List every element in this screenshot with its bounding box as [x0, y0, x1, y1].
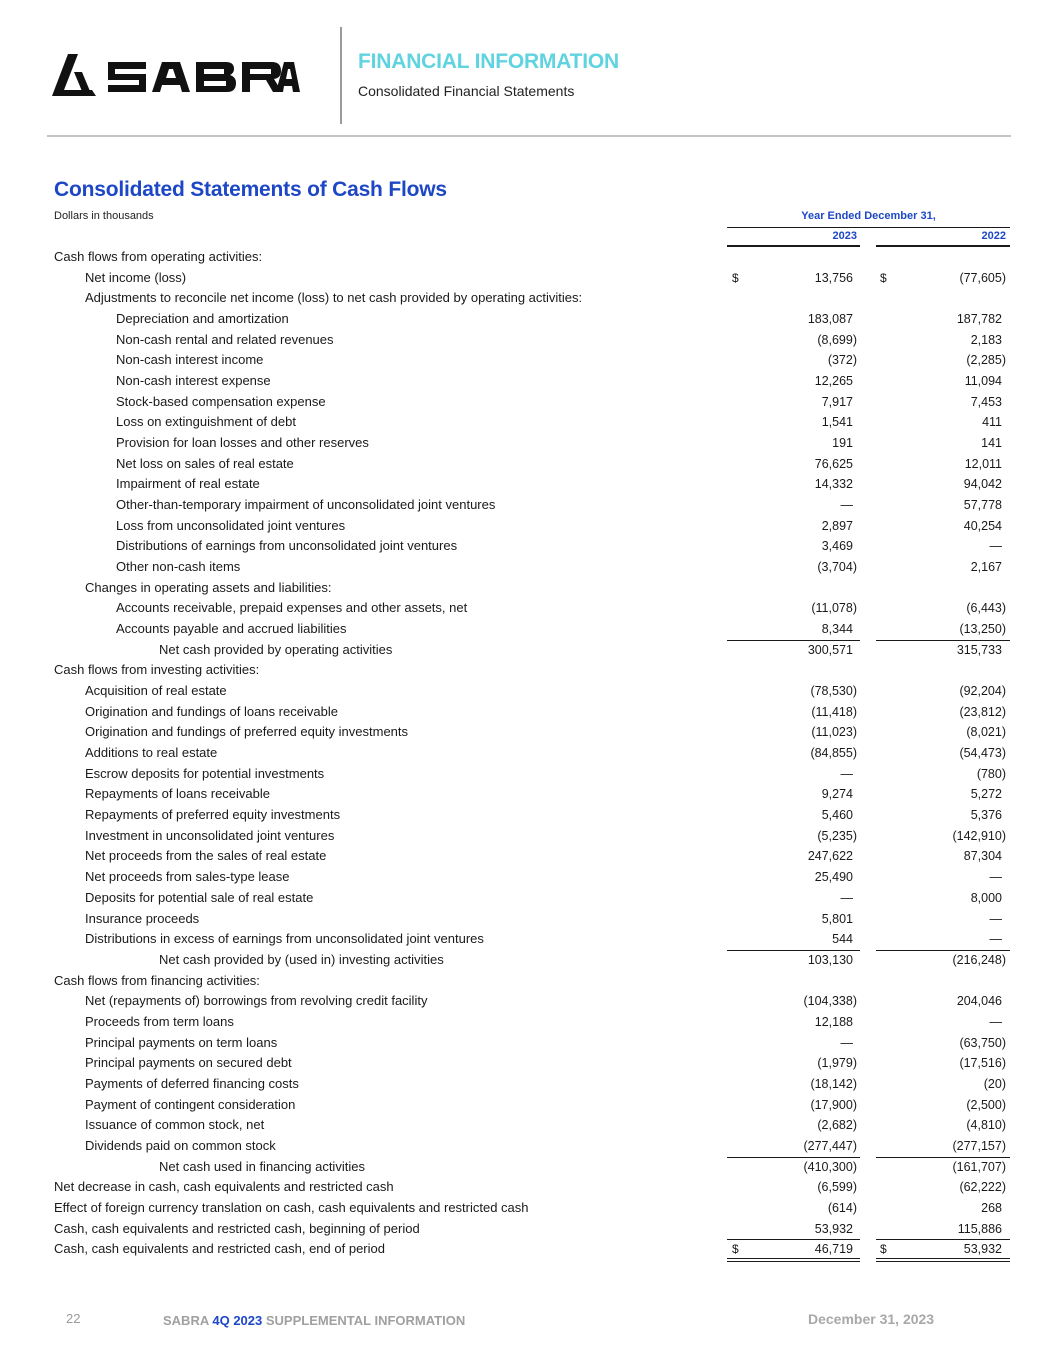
row-label: Net decrease in cash, cash equivalents and restricted cash — [54, 1179, 394, 1195]
value-2022: 141 — [981, 436, 1002, 451]
value-2023: 2,897 — [821, 518, 853, 533]
row-label: Accounts receivable, prepaid expenses and other assets, net — [116, 600, 468, 616]
row-label: Stock-based compensation expense — [116, 393, 326, 409]
value-2022: (54,473) — [959, 746, 1006, 761]
table-row — [0, 909, 1055, 930]
value-2023: 5,460 — [821, 808, 853, 823]
row-label: Depreciation and amortization — [116, 311, 289, 327]
value-2022: (77,605) — [959, 270, 1006, 285]
table-row — [0, 1157, 1055, 1178]
row-label: Other-than-temporary impairment of unconsolidated joint ventures — [116, 497, 496, 513]
units-note: Dollars in thousands — [54, 210, 154, 222]
value-2023: 3,469 — [821, 539, 853, 554]
sabra-logo — [52, 50, 302, 100]
row-label: Dividends paid on common stock — [85, 1137, 276, 1153]
table-row — [0, 929, 1055, 950]
row-label: Repayments of loans receivable — [85, 786, 270, 802]
row-label: Cash flows from financing activities: — [54, 972, 260, 988]
value-2022: 11,094 — [964, 374, 1002, 389]
row-label: Origination and fundings of preferred equity investments — [85, 724, 409, 740]
year-2023-header: 2023 — [832, 230, 857, 242]
table-row — [0, 495, 1055, 516]
table-row — [0, 1095, 1055, 1116]
value-2022: 94,042 — [963, 477, 1002, 492]
table-row — [0, 888, 1055, 909]
table-row — [0, 867, 1055, 888]
value-2023: — — [840, 498, 853, 513]
value-2023: (78,530) — [810, 684, 857, 699]
value-2022: 87,304 — [963, 849, 1002, 864]
value-2022: 411 — [982, 415, 1002, 430]
value-2022: (92,204) — [959, 684, 1006, 699]
value-2023: (6,599) — [817, 1180, 857, 1195]
value-2023: (614) — [827, 1200, 857, 1215]
table-row — [0, 784, 1055, 805]
value-2022: 5,272 — [970, 787, 1002, 802]
table-row — [0, 578, 1055, 599]
table-row — [0, 681, 1055, 702]
row-label: Non-cash interest expense — [116, 373, 271, 389]
value-2022: (216,248) — [952, 952, 1006, 967]
table-row — [0, 392, 1055, 413]
value-2023: (277,447) — [803, 1138, 857, 1153]
period-rule — [727, 227, 1010, 228]
value-2022: — — [989, 870, 1002, 885]
value-2022: 115,886 — [957, 1221, 1002, 1236]
footer-date: December 31, 2023 — [808, 1311, 935, 1327]
value-2023: 183,087 — [807, 312, 853, 327]
value-2022: (63,750) — [959, 1035, 1006, 1050]
value-2023: 7,917 — [821, 394, 853, 409]
table-row — [0, 474, 1055, 495]
header-divider — [340, 27, 342, 124]
row-label: Issuance of common stock, net — [85, 1117, 265, 1133]
header-rule — [47, 135, 1011, 137]
value-2023: 247,622 — [807, 849, 853, 864]
value-2023: — — [840, 890, 853, 905]
row-label: Repayments of preferred equity investments — [85, 807, 341, 823]
value-2022: 2,167 — [970, 560, 1002, 575]
value-2023: (5,235) — [817, 828, 857, 843]
value-2023: 12,265 — [814, 374, 853, 389]
value-2023: 53,932 — [814, 1221, 853, 1236]
currency-symbol: $ — [732, 1242, 739, 1257]
table-row — [0, 826, 1055, 847]
table-row — [0, 433, 1055, 454]
row-label: Net loss on sales of real estate — [116, 455, 294, 471]
value-2022: (277,157) — [952, 1138, 1006, 1153]
table-row — [0, 288, 1055, 309]
table-row — [0, 619, 1055, 640]
row-label: Deposits for potential sale of real estate — [85, 889, 314, 905]
row-label: Effect of foreign currency translation on cash, cash equivalents and restricted cash — [54, 1199, 529, 1215]
row-label: Accounts payable and accrued liabilities — [116, 621, 347, 637]
row-label: Net income (loss) — [85, 269, 187, 285]
table-row — [0, 1115, 1055, 1136]
row-label: Cash flows from investing activities: — [54, 662, 260, 678]
value-2022: (4,810) — [966, 1118, 1006, 1133]
row-label: Principal payments on secured debt — [85, 1055, 292, 1071]
row-label: Proceeds from term loans — [85, 1013, 234, 1029]
value-2022: (161,707) — [952, 1159, 1006, 1174]
value-2022: (20) — [983, 1076, 1006, 1091]
currency-symbol: $ — [880, 1242, 887, 1257]
value-2023: 1,541 — [821, 415, 853, 430]
value-2022: 12,011 — [964, 456, 1002, 471]
value-2023: 300,571 — [807, 642, 853, 657]
row-label: Additions to real estate — [85, 745, 218, 761]
row-label: Loss from unconsolidated joint ventures — [116, 517, 346, 533]
double-underline — [727, 1258, 860, 1262]
row-label: Provision for loan losses and other reserves — [116, 435, 369, 451]
value-2022: (2,500) — [966, 1097, 1006, 1112]
value-2023: 103,130 — [807, 952, 853, 967]
value-2022: 57,778 — [963, 498, 1002, 513]
value-2023: (11,078) — [811, 601, 857, 616]
value-2023: (11,418) — [811, 704, 857, 719]
cash-flow-table — [0, 247, 1055, 1260]
value-2023: 46,719 — [814, 1242, 853, 1257]
table-row — [0, 268, 1055, 289]
row-label: Non-cash interest income — [116, 352, 264, 368]
value-2022: 7,453 — [970, 394, 1002, 409]
row-label: Payments of deferred financing costs — [85, 1075, 299, 1091]
row-label: Escrow deposits for potential investments — [85, 765, 325, 781]
table-row — [0, 1198, 1055, 1219]
currency-symbol: $ — [880, 270, 887, 285]
value-2022: (13,250) — [959, 622, 1006, 637]
row-label: Acquisition of real estate — [85, 683, 227, 699]
table-row — [0, 350, 1055, 371]
row-label: Net proceeds from the sales of real estate — [85, 848, 327, 864]
row-label: Net cash used in financing activities — [159, 1158, 365, 1174]
value-2022: 5,376 — [970, 808, 1002, 823]
value-2022: 187,782 — [956, 312, 1002, 327]
table-row — [0, 598, 1055, 619]
value-2023: (8,699) — [817, 332, 857, 347]
table-row — [0, 1074, 1055, 1095]
value-2023: 544 — [832, 932, 853, 947]
value-2023: (410,300) — [803, 1159, 857, 1174]
table-row — [0, 950, 1055, 971]
table-row — [0, 247, 1055, 268]
value-2022: — — [989, 539, 1002, 554]
value-2023: 5,801 — [821, 911, 853, 926]
table-row — [0, 371, 1055, 392]
value-2022: 204,046 — [956, 994, 1002, 1009]
table-row — [0, 743, 1055, 764]
page-header — [0, 0, 1055, 140]
table-row — [0, 330, 1055, 351]
value-2022: 2,183 — [970, 332, 1002, 347]
value-2022: — — [989, 911, 1002, 926]
row-label: Payment of contingent consideration — [85, 1096, 296, 1112]
value-2022: (2,285) — [966, 353, 1006, 368]
row-label: Net cash provided by (used in) investing activities — [159, 951, 444, 967]
double-underline — [876, 1258, 1010, 1262]
row-label: Changes in operating assets and liabilities: — [85, 579, 332, 595]
value-2023: (17,900) — [810, 1097, 857, 1112]
table-row — [0, 1177, 1055, 1198]
table-row — [0, 971, 1055, 992]
row-label: Non-cash rental and related revenues — [116, 331, 334, 347]
value-2022: 40,254 — [963, 518, 1002, 533]
value-2023: 14,332 — [814, 477, 853, 492]
table-row — [0, 1239, 1055, 1260]
value-2023: 9,274 — [821, 787, 853, 802]
value-2023: (84,855) — [810, 746, 857, 761]
row-label: Origination and fundings of loans receivable — [85, 703, 338, 719]
value-2022: (6,443) — [966, 601, 1006, 616]
period-header: Year Ended December 31, — [801, 210, 936, 222]
footer-document-name — [163, 1313, 465, 1328]
table-row — [0, 640, 1055, 661]
value-2022: (23,812) — [959, 704, 1006, 719]
value-2023: (11,023) — [811, 725, 857, 740]
statement-title: Consolidated Statements of Cash Flows — [54, 178, 447, 201]
section-title: FINANCIAL INFORMATION — [358, 50, 619, 73]
table-row — [0, 805, 1055, 826]
value-2023: 25,490 — [814, 870, 853, 885]
table-row — [0, 722, 1055, 743]
value-2023: (104,338) — [803, 994, 857, 1009]
row-label: Net proceeds from sales-type lease — [85, 869, 290, 885]
table-row — [0, 1219, 1055, 1240]
row-label: Distributions of earnings from unconsolidated joint ventures — [116, 538, 458, 554]
table-row — [0, 1012, 1055, 1033]
row-label: Adjustments to reconcile net income (loss) to net cash provided by operating activities: — [85, 290, 583, 306]
value-2023: (372) — [827, 353, 857, 368]
page-number: 22 — [66, 1311, 81, 1326]
value-2023: 191 — [832, 436, 853, 451]
row-label: Impairment of real estate — [116, 476, 260, 492]
table-row — [0, 846, 1055, 867]
footer-quarter: 4Q 2023 — [212, 1313, 263, 1328]
table-row — [0, 764, 1055, 785]
table-row — [0, 660, 1055, 681]
table-row — [0, 309, 1055, 330]
row-label: Other non-cash items — [116, 559, 241, 575]
sabra-logo-mark — [52, 50, 302, 100]
row-label: Cash, cash equivalents and restricted cash, end of period — [54, 1241, 385, 1257]
value-2023: 13,756 — [814, 270, 853, 285]
footer-company: SABRA — [163, 1313, 209, 1328]
table-row — [0, 1033, 1055, 1054]
value-2022: 268 — [981, 1200, 1002, 1215]
value-2023: (18,142) — [810, 1076, 857, 1091]
value-2022: — — [989, 932, 1002, 947]
value-2023: — — [840, 766, 853, 781]
row-label: Distributions in excess of earnings from unconsolidated joint ventures — [85, 931, 484, 947]
value-2022: (142,910) — [952, 828, 1006, 843]
row-label: Insurance proceeds — [85, 910, 200, 926]
value-2023: 12,188 — [814, 1014, 853, 1029]
row-label: Loss on extinguishment of debt — [116, 414, 296, 430]
value-2023: (3,704) — [817, 560, 857, 575]
row-label: Investment in unconsolidated joint ventures — [85, 827, 335, 843]
value-2022: (17,516) — [959, 1056, 1006, 1071]
table-row — [0, 991, 1055, 1012]
row-label: Cash, cash equivalents and restricted cash, beginning of period — [54, 1220, 420, 1236]
table-row — [0, 412, 1055, 433]
value-2022: 53,932 — [963, 1242, 1002, 1257]
table-row — [0, 1053, 1055, 1074]
value-2023: 8,344 — [821, 622, 853, 637]
table-row — [0, 536, 1055, 557]
table-row — [0, 454, 1055, 475]
footer-doc: SUPPLEMENTAL INFORMATION — [265, 1313, 466, 1328]
year-2022-header: 2022 — [981, 230, 1006, 242]
table-row — [0, 557, 1055, 578]
value-2022: (780) — [976, 766, 1006, 781]
value-2023: (2,682) — [817, 1118, 857, 1133]
table-row — [0, 702, 1055, 723]
value-2022: (8,021) — [966, 725, 1006, 740]
row-label: Net cash provided by operating activities — [159, 641, 393, 657]
value-2022: (62,222) — [959, 1180, 1006, 1195]
row-label: Principal payments on term loans — [85, 1034, 278, 1050]
currency-symbol: $ — [732, 270, 739, 285]
value-2023: — — [840, 1035, 853, 1050]
section-subtitle: Consolidated Financial Statements — [358, 83, 575, 99]
value-2022: 8,000 — [970, 890, 1002, 905]
value-2022: 315,733 — [956, 642, 1002, 657]
value-2023: 76,625 — [814, 456, 853, 471]
table-row — [0, 516, 1055, 537]
table-row — [0, 1136, 1055, 1157]
row-label: Net (repayments of) borrowings from revolving credit facility — [85, 993, 428, 1009]
value-2023: (1,979) — [817, 1056, 857, 1071]
row-label: Cash flows from operating activities: — [54, 249, 263, 264]
value-2022: — — [989, 1014, 1002, 1029]
